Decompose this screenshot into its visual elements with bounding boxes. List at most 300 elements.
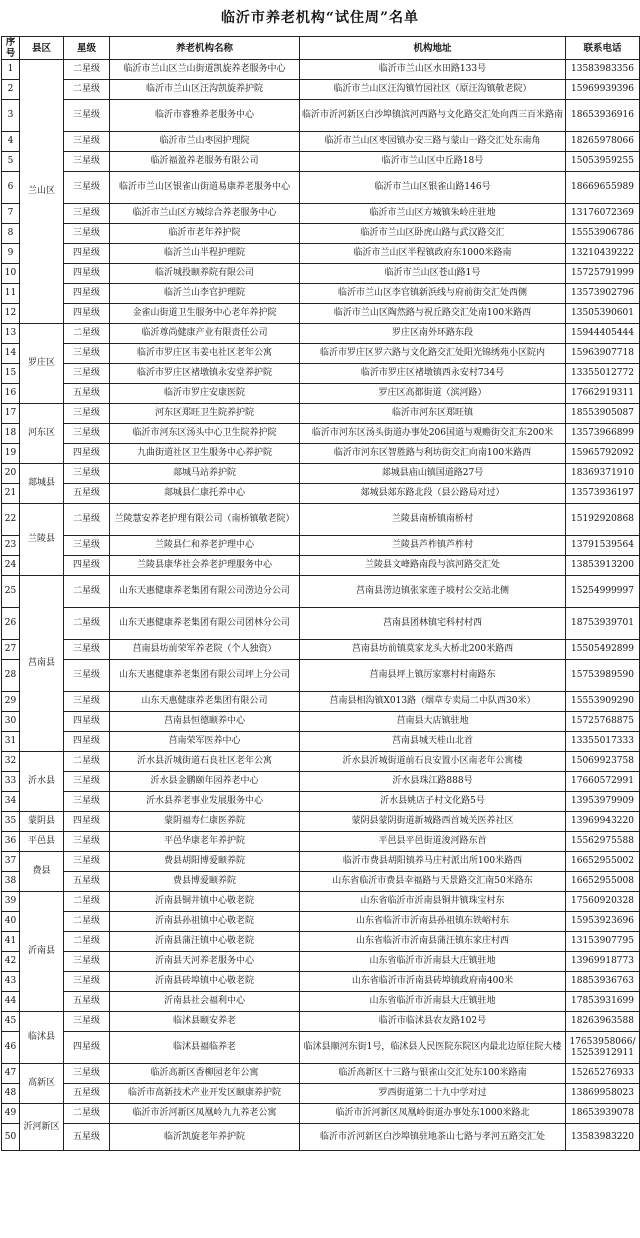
cell-level: 五星级 [64,1124,110,1151]
cell-level: 二星级 [64,608,110,640]
cell-phone: 15069923758 [566,752,640,772]
cell-phone: 13953979909 [566,792,640,812]
cell-address: 临沂市兰山区水田路133号 [300,60,566,80]
cell-phone: 13969918773 [566,952,640,972]
cell-address: 临沂市沂河新区白沙埠镇滨河西路与文化路交汇处向西三百米路南 [300,100,566,132]
cell-name: 沂南县孙祖镇中心敬老院 [110,912,300,932]
cell-no: 44 [2,992,20,1012]
cell-name: 山东天惠健康养老集团有限公司团林分公司 [110,608,300,640]
cell-level: 三星级 [64,464,110,484]
table-row [2,640,640,660]
cell-level: 三星级 [64,952,110,972]
table-row [2,752,640,772]
cell-address: 沂水县姚店子村文化路5号 [300,792,566,812]
cell-address: 罗庄区南外环路东段 [300,324,566,344]
cell-no: 38 [2,872,20,892]
cell-phone: 13969943220 [566,812,640,832]
cell-phone: 13210439222 [566,244,640,264]
cell-name: 临沭县颐安养老 [110,1012,300,1032]
cell-no: 41 [2,932,20,952]
cell-address: 临沂市兰山区银雀山路146号 [300,172,566,204]
cell-address: 临沂市兰山区枣园镇办安三路与蒙山一路交汇处东南角 [300,132,566,152]
cell-phone: 15265276933 [566,1064,640,1084]
cell-district: 高新区 [20,1064,64,1104]
cell-address: 莒南县涝边镇张家莲子坡村公交站北侧 [300,576,566,608]
cell-name: 沂南县砖埠镇中心敬老院 [110,972,300,992]
cell-level: 五星级 [64,1084,110,1104]
table-row [2,608,640,640]
cell-address: 临沂市兰山区苍山路1号 [300,264,566,284]
table-row [2,444,640,464]
cell-no: 45 [2,1012,20,1032]
cell-level: 二星级 [64,912,110,932]
cell-name: 平邑华康老年养护院 [110,832,300,852]
cell-phone: 15562975588 [566,832,640,852]
table-row [2,556,640,576]
cell-name: 费县博爱颐养院 [110,872,300,892]
cell-level: 三星级 [64,832,110,852]
table-row [2,772,640,792]
cell-district: 莒南县 [20,576,64,752]
cell-district: 兰山区 [20,60,64,324]
table-row [2,60,640,80]
cell-level: 三星级 [64,536,110,556]
header-no: 序号 [2,37,20,60]
cell-name: 临沂市兰山区兰山街道凯旋养老服务中心 [110,60,300,80]
cell-level: 四星级 [64,556,110,576]
cell-level: 三星级 [64,852,110,872]
cell-level: 二星级 [64,60,110,80]
cell-address: 兰陵县文峰路南段与滨河路交汇处 [300,556,566,576]
table-row [2,344,640,364]
table-row [2,832,640,852]
cell-level: 三星级 [64,204,110,224]
cell-address: 郯城县郯东路北段（县公路局对过） [300,484,566,504]
cell-address: 临沂市河东区郑旺镇 [300,404,566,424]
table-row [2,384,640,404]
cell-address: 临沂市兰山区卧虎山路与武汉路交汇 [300,224,566,244]
cell-phone: 15192920868 [566,504,640,536]
cell-no: 48 [2,1084,20,1104]
cell-address: 罗庄区高都街道（滨河路） [300,384,566,404]
table-row [2,264,640,284]
cell-name: 临沭县福临养老 [110,1032,300,1064]
cell-level: 三星级 [64,640,110,660]
cell-phone: 13153907795 [566,932,640,952]
cell-no: 35 [2,812,20,832]
cell-address: 临沂市兰山区李官镇新浜线与府前街交汇处西侧 [300,284,566,304]
cell-name: 兰陵县康华社会养老护理服务中心 [110,556,300,576]
cell-no: 25 [2,576,20,608]
cell-phone: 18553905087 [566,404,640,424]
cell-name: 临沂福盈养老服务有限公司 [110,152,300,172]
cell-name: 临沂市兰山枣园护理院 [110,132,300,152]
cell-name: 河东区郑旺卫生院养护院 [110,404,300,424]
cell-no: 14 [2,344,20,364]
cell-phone: 15553909290 [566,692,640,712]
cell-address: 临沂市临沭县农友路102号 [300,1012,566,1032]
table-row [2,812,640,832]
cell-address: 临沂市兰山区中丘路18号 [300,152,566,172]
cell-phone: 13355017333 [566,732,640,752]
cell-level: 五星级 [64,872,110,892]
cell-address: 平邑县平邑街道浚河路东首 [300,832,566,852]
table-row [2,892,640,912]
cell-name: 沂水县养老事业发展服务中心 [110,792,300,812]
cell-level: 三星级 [64,364,110,384]
table-row [2,1124,640,1151]
cell-phone: 15725768875 [566,712,640,732]
table-row [2,712,640,732]
cell-name: 临沂市老年养护院 [110,224,300,244]
table-row [2,952,640,972]
cell-no: 30 [2,712,20,732]
cell-no: 4 [2,132,20,152]
cell-level: 二星级 [64,1104,110,1124]
cell-phone: 15963907718 [566,344,640,364]
table-row [2,1064,640,1084]
cell-address: 沂水县沂城街道前石良安置小区南老年公寓楼 [300,752,566,772]
cell-phone: 18853936763 [566,972,640,992]
table-row [2,324,640,344]
table-row [2,932,640,952]
cell-phone: 18753939701 [566,608,640,640]
cell-district: 蒙阴县 [20,812,64,832]
cell-address: 临沭县顺河东街1号，临沭县人民医院东院区内最北边原住院大楼 [300,1032,566,1064]
cell-no: 42 [2,952,20,972]
cell-name: 临沂市沂河新区凤凰岭九九养老公寓 [110,1104,300,1124]
table-row [2,304,640,324]
cell-name: 临沂城投颐养院有限公司 [110,264,300,284]
cell-name: 兰陵县仁和养老护理中心 [110,536,300,556]
table-row [2,204,640,224]
cell-level: 三星级 [64,152,110,172]
cell-address: 山东省临沂市沂南县孙祖镇东铁峪村东 [300,912,566,932]
cell-district: 河东区 [20,404,64,464]
table-row [2,284,640,304]
cell-phone: 17660572991 [566,772,640,792]
cell-level: 四星级 [64,264,110,284]
cell-address: 郯城县庙山镇国道路27号 [300,464,566,484]
cell-level: 三星级 [64,772,110,792]
cell-name: 临沂凯旋老年养护院 [110,1124,300,1151]
table-row [2,364,640,384]
cell-name: 沂南县蒲汪镇中心敬老院 [110,932,300,952]
cell-name: 临沂高新区香柳园老年公寓 [110,1064,300,1084]
cell-level: 三星级 [64,132,110,152]
cell-address: 莒南县大店镇驻地 [300,712,566,732]
cell-phone: 17662919311 [566,384,640,404]
cell-address: 莒南县坊前镇莫家龙头大桥北200米路西 [300,640,566,660]
cell-district: 平邑县 [20,832,64,852]
cell-name: 兰陵慧安养老护理有限公司（南桥镇敬老院） [110,504,300,536]
header-name: 养老机构名称 [110,37,300,60]
table-row [2,992,640,1012]
cell-name: 费县胡阳博爱颐养院 [110,852,300,872]
cell-phone: 13583983220 [566,1124,640,1151]
cell-address: 莒南县坪上镇厉家寨村村南路东 [300,660,566,692]
cell-level: 二星级 [64,752,110,772]
cell-address: 山东省临沂市沂南县大庄镇驻地 [300,952,566,972]
cell-address: 山东省临沂市沂南县砖埠镇政府南400米 [300,972,566,992]
cell-address: 临沂市沂河新区凤凰岭街道办事处东1000米路北 [300,1104,566,1124]
cell-phone: 13583983356 [566,60,640,80]
cell-phone: 13573966899 [566,424,640,444]
table-row [2,424,640,444]
cell-phone: 17653958066/15253912911 [566,1032,640,1064]
cell-address: 山东省临沂市沂南县蒲汪镇东家庄村西 [300,932,566,952]
cell-phone: 15553906786 [566,224,640,244]
table-row [2,80,640,100]
cell-level: 五星级 [64,992,110,1012]
cell-phone: 15944405444 [566,324,640,344]
cell-phone: 15969939396 [566,80,640,100]
cell-phone: 18653936916 [566,100,640,132]
cell-district: 郯城县 [20,464,64,504]
cell-address: 罗西街道第二十九中学对过 [300,1084,566,1104]
cell-level: 二星级 [64,932,110,952]
table-row [2,1032,640,1064]
cell-phone: 18263963588 [566,1012,640,1032]
cell-phone: 13573936197 [566,484,640,504]
cell-address: 莒南县相沟镇X013路（烟草专卖局二中队西30米） [300,692,566,712]
cell-no: 34 [2,792,20,812]
cell-level: 三星级 [64,172,110,204]
cell-no: 26 [2,608,20,640]
cell-no: 2 [2,80,20,100]
cell-no: 9 [2,244,20,264]
cell-phone: 17853931699 [566,992,640,1012]
cell-district: 沂南县 [20,892,64,1012]
cell-no: 13 [2,324,20,344]
cell-level: 二星级 [64,80,110,100]
cell-name: 莒南荣军医养中心 [110,732,300,752]
cell-district: 兰陵县 [20,504,64,576]
cell-no: 31 [2,732,20,752]
cell-name: 临沂市兰山区汪沟凯旋养护院 [110,80,300,100]
cell-name: 临沂市睿雅养老服务中心 [110,100,300,132]
cell-name: 临沂市罗庄区褚墩镇永安堂养护院 [110,364,300,384]
cell-name: 沂南县天河养老服务中心 [110,952,300,972]
cell-address: 兰陵县芦柞镇芦柞村 [300,536,566,556]
table-row [2,692,640,712]
cell-name: 山东天惠健康养老集团有限公司坪上分公司 [110,660,300,692]
cell-district: 临沭县 [20,1012,64,1064]
cell-level: 三星级 [64,792,110,812]
cell-address: 临沂市兰山区汪沟镇竹园社区（原汪沟镇敬老院） [300,80,566,100]
header-district: 县区 [20,37,64,60]
table-row [2,536,640,556]
cell-no: 32 [2,752,20,772]
cell-name: 临沂市兰山区银雀山街道易康养老服务中心 [110,172,300,204]
cell-no: 40 [2,912,20,932]
cell-phone: 13505390601 [566,304,640,324]
cell-phone: 18265978066 [566,132,640,152]
cell-level: 三星级 [64,972,110,992]
cell-level: 五星级 [64,384,110,404]
cell-name: 沂水县沂城街道石良社区老年公寓 [110,752,300,772]
cell-name: 莒南县坊前荣军养老院（个人独资） [110,640,300,660]
cell-level: 四星级 [64,244,110,264]
cell-phone: 15965792092 [566,444,640,464]
table-row [2,852,640,872]
cell-no: 16 [2,384,20,404]
table-row [2,152,640,172]
cell-phone: 15753989590 [566,660,640,692]
cell-no: 49 [2,1104,20,1124]
cell-no: 17 [2,404,20,424]
cell-name: 郯城县仁康托养中心 [110,484,300,504]
cell-name: 莒南县恒德颐养中心 [110,712,300,732]
cell-no: 46 [2,1032,20,1064]
cell-name: 蒙阴福寿仁康医养院 [110,812,300,832]
cell-no: 8 [2,224,20,244]
cell-address: 沂水县珠江路888号 [300,772,566,792]
table-row [2,576,640,608]
cell-phone: 16652955008 [566,872,640,892]
cell-address: 莒南县城天桂山北首 [300,732,566,752]
table-row [2,912,640,932]
cell-level: 三星级 [64,660,110,692]
cell-name: 九曲街道社区卫生服务中心养护院 [110,444,300,464]
table-header-row [2,37,640,60]
cell-name: 临沂市罗庄安康医院 [110,384,300,404]
cell-phone: 13869958023 [566,1084,640,1104]
table-row [2,224,640,244]
table-row [2,404,640,424]
cell-name: 郯城马站养护院 [110,464,300,484]
nursing-home-table [1,36,640,1151]
cell-no: 1 [2,60,20,80]
cell-address: 兰陵县南桥镇南桥村 [300,504,566,536]
cell-no: 28 [2,660,20,692]
cell-phone: 18369371910 [566,464,640,484]
cell-phone: 13791539564 [566,536,640,556]
table-row [2,1104,640,1124]
cell-level: 三星级 [64,692,110,712]
cell-district: 罗庄区 [20,324,64,404]
cell-no: 39 [2,892,20,912]
cell-address: 山东省临沂市沂南县大庄镇驻地 [300,992,566,1012]
cell-level: 三星级 [64,1064,110,1084]
cell-level: 四星级 [64,304,110,324]
cell-phone: 17560920328 [566,892,640,912]
cell-district: 费县 [20,852,64,892]
cell-level: 四星级 [64,1032,110,1064]
cell-no: 22 [2,504,20,536]
cell-no: 47 [2,1064,20,1084]
cell-no: 18 [2,424,20,444]
table-row [2,172,640,204]
cell-level: 二星级 [64,892,110,912]
cell-level: 四星级 [64,712,110,732]
cell-phone: 15953923696 [566,912,640,932]
cell-level: 四星级 [64,444,110,464]
cell-no: 24 [2,556,20,576]
cell-level: 四星级 [64,284,110,304]
cell-address: 临沂市河东区汤头街道办事处206国道与观赡街交汇东200米 [300,424,566,444]
cell-level: 四星级 [64,812,110,832]
cell-no: 3 [2,100,20,132]
cell-phone: 15725791999 [566,264,640,284]
cell-no: 11 [2,284,20,304]
table-row [2,132,640,152]
cell-level: 四星级 [64,732,110,752]
cell-name: 临沂兰山李官护理院 [110,284,300,304]
cell-level: 二星级 [64,324,110,344]
cell-name: 沂南县铜井镇中心敬老院 [110,892,300,912]
cell-address: 山东省临沂市沂南县铜井镇珠宝村东 [300,892,566,912]
cell-no: 33 [2,772,20,792]
cell-no: 15 [2,364,20,384]
cell-name: 临沂兰山半程护理院 [110,244,300,264]
cell-no: 12 [2,304,20,324]
cell-no: 50 [2,1124,20,1151]
cell-name: 临沂市兰山区方城综合养老服务中心 [110,204,300,224]
cell-no: 37 [2,852,20,872]
cell-address: 临沂高新区十三路与银雀山交汇处东100米路南 [300,1064,566,1084]
cell-name: 山东天惠健康养老集团有限公司涝边分公司 [110,576,300,608]
cell-address: 临沂市费县胡阳镇养马庄村派出所100米路西 [300,852,566,872]
cell-level: 三星级 [64,404,110,424]
header-level: 星级 [64,37,110,60]
cell-name: 临沂市高新技术产业开发区颐康养护院 [110,1084,300,1104]
cell-no: 29 [2,692,20,712]
cell-phone: 15254999997 [566,576,640,608]
cell-phone: 18653939078 [566,1104,640,1124]
cell-phone: 13176072369 [566,204,640,224]
cell-phone: 18669655989 [566,172,640,204]
cell-address: 山东省临沂市费县幸福路与天景路交汇南50米路东 [300,872,566,892]
cell-no: 19 [2,444,20,464]
cell-address: 蒙阴县蒙阴街道新城路西首城关医养社区 [300,812,566,832]
cell-name: 临沂市河东区汤头中心卫生院养护院 [110,424,300,444]
header-phone: 联系电话 [566,37,640,60]
cell-address: 临沂市沂河新区白沙埠镇驻地茶山七路与孝河五路交汇处 [300,1124,566,1151]
cell-phone: 16652955002 [566,852,640,872]
table-row [2,484,640,504]
table-row [2,1012,640,1032]
cell-address: 临沂市兰山区方城镇朱岭庄驻地 [300,204,566,224]
table-row [2,872,640,892]
cell-address: 临沂市河东区智胜路与利坊街交汇向南100米路西 [300,444,566,464]
header-address: 机构地址 [300,37,566,60]
table-row [2,244,640,264]
cell-level: 三星级 [64,224,110,244]
cell-name: 沂南县社会福利中心 [110,992,300,1012]
cell-level: 二星级 [64,576,110,608]
cell-no: 5 [2,152,20,172]
cell-no: 6 [2,172,20,204]
cell-no: 23 [2,536,20,556]
table-row [2,100,640,132]
cell-district: 沂水县 [20,752,64,812]
cell-no: 10 [2,264,20,284]
table-row [2,792,640,812]
cell-phone: 13355012772 [566,364,640,384]
cell-phone: 15505492899 [566,640,640,660]
cell-level: 三星级 [64,1012,110,1032]
cell-address: 临沂市罗庄区褚墩镇西永安村734号 [300,364,566,384]
cell-no: 36 [2,832,20,852]
cell-name: 金雀山街道卫生服务中心老年养护院 [110,304,300,324]
table-row [2,1084,640,1104]
cell-level: 五星级 [64,484,110,504]
cell-name: 临沂尊尚健康产业有限责任公司 [110,324,300,344]
cell-level: 二星级 [64,504,110,536]
cell-no: 27 [2,640,20,660]
table-row [2,504,640,536]
